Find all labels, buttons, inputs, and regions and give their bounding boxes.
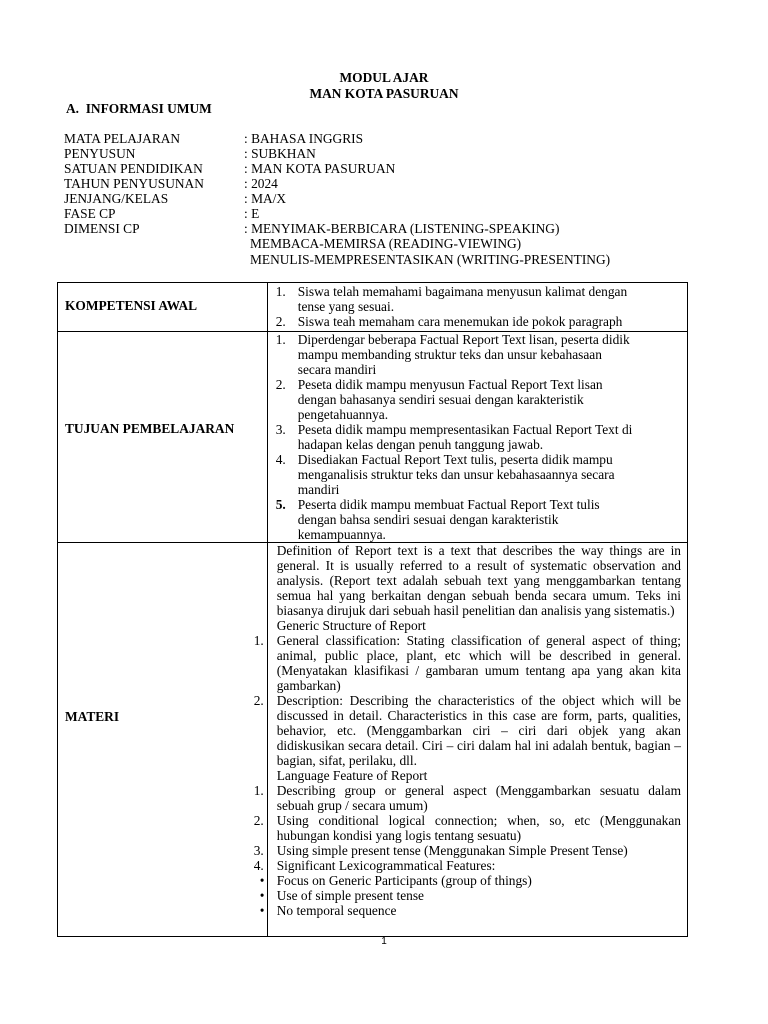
item-number: 2. xyxy=(253,813,264,828)
item-text: General classification: Stating classification of general aspect of thing; animal, public place, plant, etc which will be described in general. (Menyatakan klasifikasi / gambaran umum tentang apa yang akan kita gambarkan) xyxy=(276,633,681,693)
item-line: mampu membanding struktur teks dan unsur kebahasaan xyxy=(297,347,602,362)
item-line: Peseta didik mampu mempresentasikan Factual Report Text di xyxy=(297,422,633,437)
item-line: menganalisis struktur teks dan unsur kebahasaannya secara xyxy=(297,467,615,482)
language-heading: Language Feature of Report xyxy=(276,768,428,783)
structure-item xyxy=(253,633,687,693)
item-text: Describing group or general aspect (Menggambarkan sesuatu dalam sebuah grup / secara umum) xyxy=(276,783,681,813)
bullet-icon: • xyxy=(259,903,265,918)
info-value: : E xyxy=(244,206,260,221)
list-item xyxy=(268,332,687,377)
info-value: : SUBKHAN xyxy=(244,146,316,161)
info-label: DIMENSI CP xyxy=(64,221,140,236)
school-name: MAN KOTA PASURUAN xyxy=(309,86,459,101)
list-item xyxy=(268,314,687,329)
row-label: MATERI xyxy=(65,709,120,724)
table-row-materi xyxy=(58,543,688,937)
row-label: TUJUAN PEMBELAJARAN xyxy=(65,421,235,436)
module-table xyxy=(57,282,688,937)
item-text: Using simple present tense (Menggunakan Simple Present Tense) xyxy=(276,843,628,858)
row-label-cell xyxy=(58,332,268,543)
item-number: 3. xyxy=(275,422,286,437)
item-number: 4. xyxy=(253,858,264,873)
document-title: MODUL AJAR xyxy=(339,70,429,85)
item-text: Use of simple present tense xyxy=(276,888,424,903)
item-number: 5. xyxy=(275,497,286,512)
bullet-icon: • xyxy=(259,888,265,903)
dimensi-continuation: MEMBACA-MEMIRSA (READING-VIEWING) xyxy=(250,236,522,251)
info-value: : 2024 xyxy=(244,176,278,191)
item-text: Focus on Generic Participants (group of things) xyxy=(276,873,532,888)
item-text: Significant Lexicogrammatical Features: xyxy=(276,858,496,873)
item-line: Peserta didik mampu membuat Factual Report Text tulis xyxy=(297,497,600,512)
list-item xyxy=(268,422,687,452)
bullet-item xyxy=(259,888,687,903)
info-label: MATA PELAJARAN xyxy=(64,131,181,146)
item-line: Peseta didik mampu menyusun Factual Report Text lisan xyxy=(297,377,603,392)
item-line: tense yang sesuai. xyxy=(297,299,395,314)
item-line: dengan bahsa sendiri sesuai dengan karakteristik xyxy=(297,512,559,527)
language-item xyxy=(253,813,687,843)
row-content-cell xyxy=(267,332,687,543)
info-label: JENJANG/KELAS xyxy=(64,191,169,206)
row-content-cell xyxy=(253,543,687,937)
table-row-tujuan xyxy=(58,332,688,543)
definition-paragraph: Definition of Report text is a text that describes the way things are in general. It is usually referred to a result of systematic observation and analysis. (Report text adalah sebuah text yang menggambarkan tentang semua hal yang berkaitan dengan sebuah benda secara umum. Teks ini biasanya dirujuk dari sebuah hasil penelitian dan analisis yang sistematis.) xyxy=(276,543,681,618)
info-value: : MAN KOTA PASURUAN xyxy=(244,161,396,176)
item-line: kemampuannya. xyxy=(297,527,386,542)
list-item xyxy=(268,377,687,422)
info-label: PENYUSUN xyxy=(64,146,136,161)
item-line: mandiri xyxy=(297,482,340,497)
item-number: 1. xyxy=(253,783,264,798)
info-value: : MA/X xyxy=(244,191,287,206)
info-label: TAHUN PENYUSUNAN xyxy=(64,176,204,191)
info-value: : BAHASA INGGRIS xyxy=(244,131,364,146)
bullet-icon: • xyxy=(259,873,265,888)
language-item xyxy=(253,858,687,873)
info-value: : MENYIMAK-BERBICARA (LISTENING-SPEAKING) xyxy=(244,221,560,236)
item-text: Description: Describing the characteristics of the object which will be discussed in detail. Characteristics in this case are form, parts, qualities, behavior, etc. (Menggambarkan ciri – ciri dari objek yang akan didiskusikan secara detail. Ciri – ciri dalam hal ini adalah bentuk, bagian – bagian, sifat, perilaku, dll. xyxy=(276,693,681,768)
item-number: 2. xyxy=(275,377,286,392)
section-heading: A. INFORMASI UMUM xyxy=(66,101,212,116)
item-line: secara mandiri xyxy=(297,362,377,377)
item-line: Siswa telah memahami bagaimana menyusun kalimat dengan xyxy=(297,284,628,299)
item-number: 1. xyxy=(253,633,264,648)
item-line: Siswa teah memaham cara menemukan ide pokok paragraph xyxy=(297,314,623,329)
item-text: Using conditional logical connection; when, so, etc (Menggunakan hubungan kondisi yang logis tentang sesuatu) xyxy=(276,813,681,843)
list-item xyxy=(268,497,687,542)
item-number: 1. xyxy=(275,332,286,347)
item-line: Disediakan Factual Report Text tulis, peserta didik mampu xyxy=(297,452,613,467)
item-number: 2. xyxy=(275,314,286,329)
bullet-item xyxy=(259,873,687,888)
list-item xyxy=(268,452,687,497)
language-item xyxy=(253,783,687,813)
row-label-cell xyxy=(58,543,268,937)
table-row-kompetensi xyxy=(58,283,688,332)
list-item xyxy=(268,284,687,314)
item-number: 1. xyxy=(275,284,286,299)
item-text: No temporal sequence xyxy=(276,903,397,918)
item-line: hadapan kelas dengan penuh tanggung jawab. xyxy=(297,437,544,452)
item-number: 3. xyxy=(253,843,264,858)
item-number: 2. xyxy=(253,693,264,708)
structure-item xyxy=(253,693,687,768)
structure-heading: Generic Structure of Report xyxy=(276,618,426,633)
item-number: 4. xyxy=(275,452,286,467)
item-line: pengetahuannya. xyxy=(297,407,389,422)
page-number: 1 xyxy=(381,936,387,947)
row-content-cell xyxy=(267,283,687,332)
row-label: KOMPETENSI AWAL xyxy=(65,298,198,313)
info-label: SATUAN PENDIDIKAN xyxy=(64,161,203,176)
row-label-cell xyxy=(58,283,268,332)
info-label: FASE CP xyxy=(64,206,116,221)
item-line: Diperdengar beberapa Factual Report Text lisan, peserta didik xyxy=(297,332,630,347)
dimensi-continuation: MENULIS-MEMPRESENTASIKAN (WRITING-PRESENTING) xyxy=(250,252,611,267)
item-line: dengan bahasanya sendiri sesuai dengan karakteristik xyxy=(297,392,584,407)
language-item xyxy=(253,843,687,858)
bullet-item xyxy=(259,903,687,918)
